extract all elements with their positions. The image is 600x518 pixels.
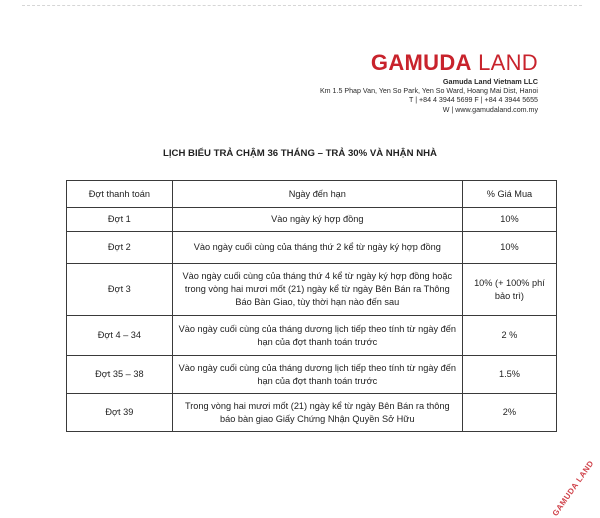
percent-cell: 10%: [462, 208, 556, 232]
header-installment: Đợt thanh toán: [67, 181, 173, 208]
table-row: [67, 232, 557, 264]
percent-cell: 2%: [462, 394, 556, 432]
due-date-cell: Vào ngày ký hợp đồng: [172, 208, 462, 232]
table-row: [67, 356, 557, 394]
installment-cell: Đợt 4 – 34: [67, 316, 173, 356]
payment-schedule-table: [66, 180, 557, 432]
percent-cell: 10% (+ 100% phí bảo trì): [462, 264, 556, 316]
percent-cell: 1.5%: [462, 356, 556, 394]
percent-cell: 10%: [462, 232, 556, 264]
brand-watermark-stamp: GAMUDA LAND: [550, 458, 596, 518]
table-header-row: [67, 181, 557, 208]
company-phone-fax: T | +84 4 3944 5699 F | +84 4 3944 5655: [409, 96, 538, 105]
percent-cell: 2 %: [462, 316, 556, 356]
company-address: Km 1.5 Phap Van, Yen So Park, Yen So Ward, Hoang Mai Dist, Hanoi: [319, 86, 538, 95]
table-row: [67, 264, 557, 316]
installment-cell: Đợt 1: [67, 208, 173, 232]
company-address-block: [320, 77, 538, 115]
brand-logo: [371, 52, 538, 74]
brand-logo-bold: GAMUDA: [370, 50, 472, 75]
due-date-cell: Vào ngày cuối cùng của tháng dương lịch tiếp theo tính từ ngày đến hạn của đợt thanh toán trước: [172, 316, 462, 356]
header-due-date: Ngày đến hạn: [172, 181, 462, 208]
page-top-border: [22, 5, 582, 6]
company-name: Gamuda Land Vietnam LLC: [442, 77, 538, 86]
due-date-cell: Vào ngày cuối cùng của tháng thứ 2 kể từ ngày ký hợp đồng: [172, 232, 462, 264]
document-title: LỊCH BIỂU TRẢ CHẬM 36 THÁNG – TRẢ 30% VÀ NHẬN NHÀ: [163, 148, 437, 159]
brand-logo-light: LAND: [471, 50, 538, 75]
installment-cell: Đợt 3: [67, 264, 173, 316]
due-date-cell: Trong vòng hai mươi mốt (21) ngày kể từ ngày Bên Bán ra thông báo bàn giao Giấy Chứng Nhận Quyền Sở Hữu: [172, 394, 462, 432]
table-row: [67, 394, 557, 432]
due-date-cell: Vào ngày cuối cùng của tháng thứ 4 kể từ ngày ký hợp đồng hoặc trong vòng hai mươi mốt (21) ngày kể từ ngày Bên Bán ra Thông Báo Bàn Giao, tùy thời hạn nào đến sau: [172, 264, 462, 316]
table-row: [67, 208, 557, 232]
installment-cell: Đợt 2: [67, 232, 173, 264]
table-row: [67, 316, 557, 356]
due-date-cell: Vào ngày cuối cùng của tháng dương lịch tiếp theo tính từ ngày đến hạn của đợt thanh toán trước: [172, 356, 462, 394]
company-website: W | www.gamudaland.com.my: [442, 105, 538, 114]
header-purchase-percent: % Giá Mua: [462, 181, 556, 208]
installment-cell: Đợt 35 – 38: [67, 356, 173, 394]
installment-cell: Đợt 39: [67, 394, 173, 432]
